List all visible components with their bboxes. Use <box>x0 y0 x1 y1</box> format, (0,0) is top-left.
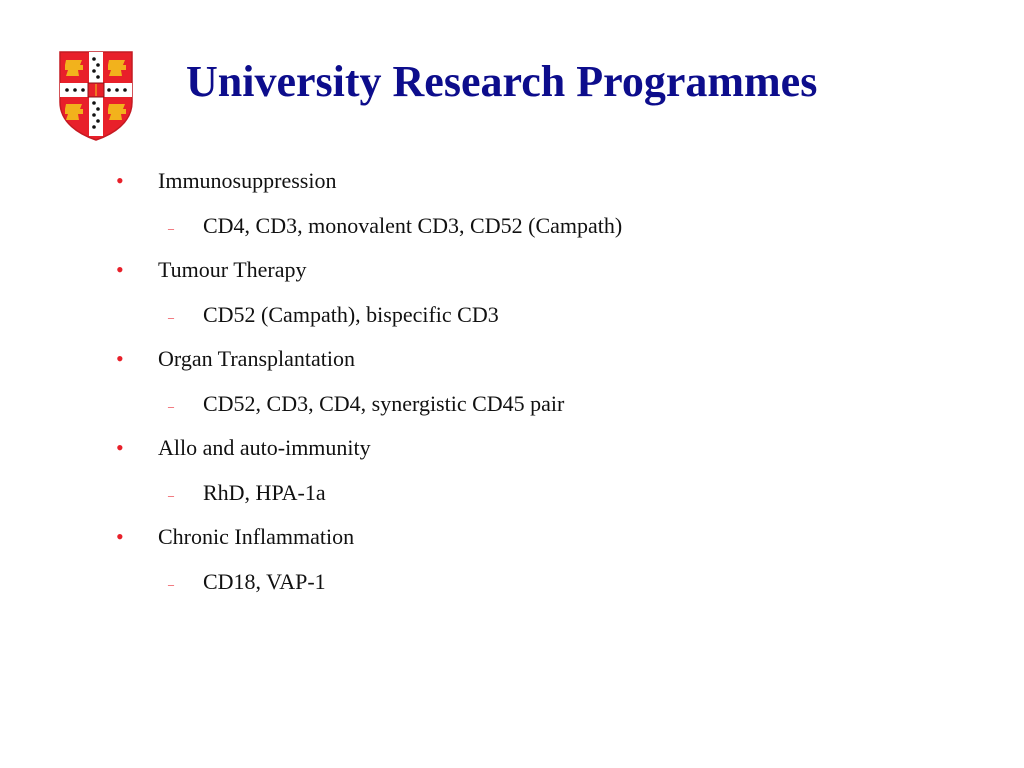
bullet-text: Organ Transplantation <box>158 346 355 371</box>
university-crest-icon <box>58 50 134 142</box>
bullet-marker: • <box>116 435 124 460</box>
sub-bullet-marker: – <box>168 398 174 413</box>
bullet-marker: • <box>116 524 124 549</box>
list-item <box>116 255 976 300</box>
sub-bullet-text: RhD, HPA-1a <box>203 479 326 505</box>
list-subitem <box>116 567 976 612</box>
list-subitem <box>116 211 976 256</box>
bullet-text: Tumour Therapy <box>158 257 307 282</box>
sub-bullet-marker: – <box>168 309 174 324</box>
sub-bullet-text: CD52, CD3, CD4, synergistic CD45 pair <box>203 390 565 416</box>
bullet-marker: • <box>116 257 124 282</box>
sub-bullet-text: CD52 (Campath), bispecific CD3 <box>203 301 499 327</box>
list-item <box>116 166 976 211</box>
sub-bullet-text: CD18, VAP-1 <box>203 568 326 594</box>
list-item <box>116 522 976 567</box>
bullet-marker: • <box>116 168 124 193</box>
list-item <box>116 344 976 389</box>
page-title: University Research Programmes <box>186 57 818 106</box>
bullet-text: Immunosuppression <box>158 168 337 193</box>
list-subitem <box>116 300 976 345</box>
bullet-marker: • <box>116 346 124 371</box>
list-subitem <box>116 478 976 523</box>
sub-bullet-marker: – <box>168 220 174 235</box>
sub-bullet-text: CD4, CD3, monovalent CD3, CD52 (Campath) <box>203 212 623 238</box>
bullet-text: Allo and auto-immunity <box>158 435 371 460</box>
sub-bullet-marker: – <box>168 576 174 591</box>
list-subitem <box>116 389 976 434</box>
bullet-list <box>116 166 976 611</box>
list-item <box>116 433 976 478</box>
bullet-text: Chronic Inflammation <box>158 524 355 549</box>
sub-bullet-marker: – <box>168 487 174 502</box>
